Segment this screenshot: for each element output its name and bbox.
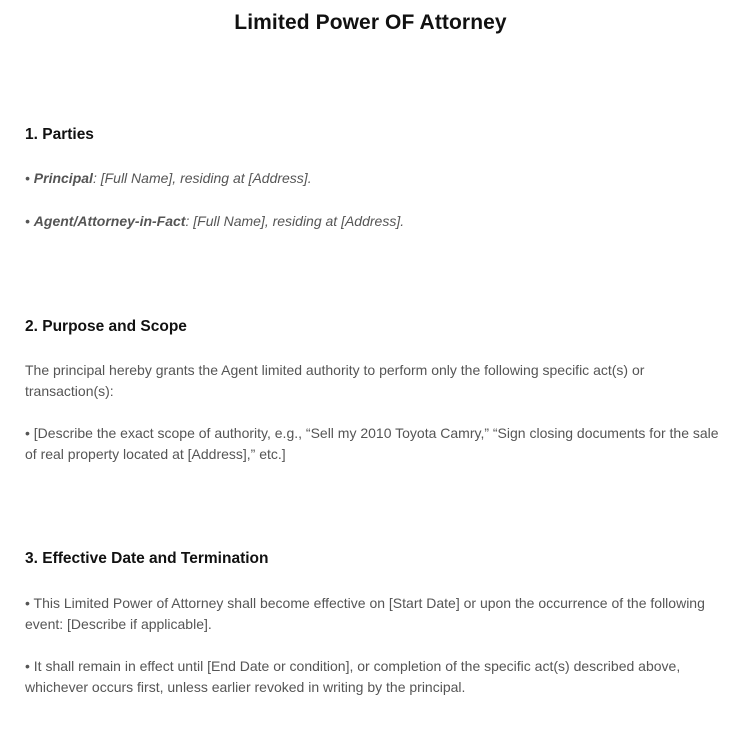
termination-text: It shall remain in effect until [End Date or condition], or completion of the specific act(s) described above, whichever occurs first, unless earlier revoked in writing by the principal.	[25, 658, 681, 695]
principal-text: : [Full Name], residing at [Address].	[92, 170, 312, 186]
term-principal: Principal	[33, 170, 93, 186]
bullet: •	[25, 595, 30, 611]
section-heading-effective-date: 3. Effective Date and Termination	[25, 550, 269, 567]
effective-text: This Limited Power of Attorney shall become effective on [Start Date] or upon the occurrence of the following event: [Describe if applicable].	[25, 595, 705, 632]
list-item-effective	[25, 593, 725, 635]
scope-text: [Describe the exact scope of authority, e.g., “Sell my 2010 Toyota Camry,” “Sign closing documents for the sale of real property located at [Address],” etc.]	[25, 425, 719, 462]
agent-text: : [Full Name], residing at [Address].	[185, 213, 405, 229]
bullet: •	[25, 170, 30, 186]
document-title: Limited Power OF Attorney	[234, 11, 507, 34]
bullet: •	[25, 658, 30, 674]
list-item-scope	[25, 423, 725, 465]
bullet: •	[25, 425, 30, 441]
bullet: •	[25, 213, 30, 229]
term-agent: Agent/Attorney-in-Fact	[33, 213, 186, 229]
list-item-agent	[25, 211, 725, 232]
list-item-termination	[25, 656, 725, 698]
section-heading-purpose: 2. Purpose and Scope	[25, 318, 187, 335]
section-heading-parties: 1. Parties	[25, 126, 94, 143]
list-item-principal	[25, 168, 725, 189]
purpose-intro: The principal hereby grants the Agent limited authority to perform only the following specific act(s) or transaction(s):	[25, 362, 645, 399]
